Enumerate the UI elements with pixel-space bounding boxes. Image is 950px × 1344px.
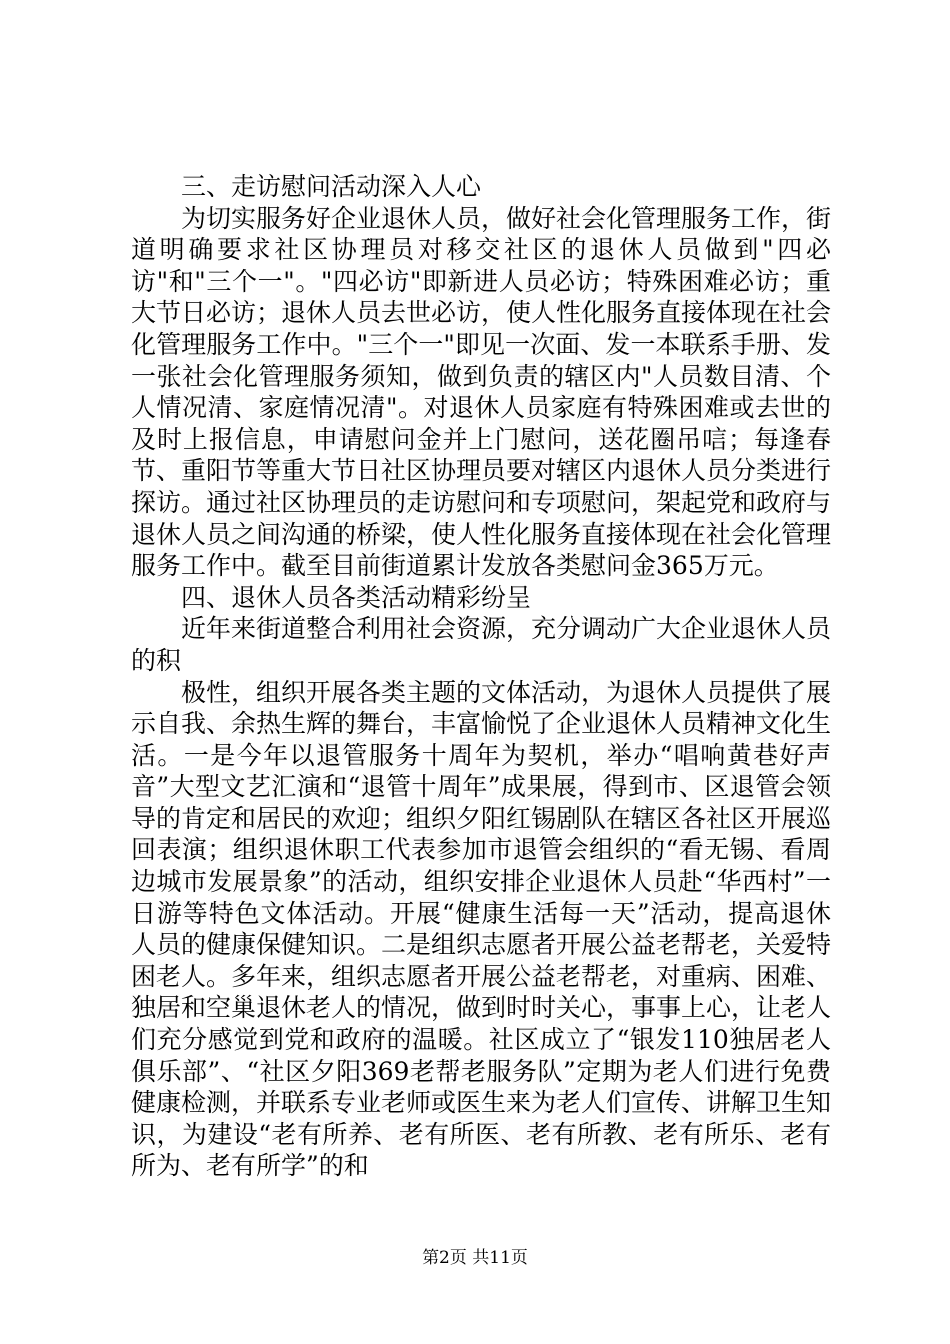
paragraph-activities-intro: 近年来街道整合利用社会资源，充分调动广大企业退休人员的积 [131, 614, 832, 675]
section-heading-3: 三、走访慰问活动深入人心 [181, 172, 482, 201]
paragraph-visits: 为切实服务好企业退休人员，做好社会化管理服务工作，街道明确要求社区协理员对移交社区的退休人员做到"四必访"和"三个一"。"四必访"即新进人员必访；特殊困难必访；重大节日必访；退休人员去世必访，使人性化服务直接体现在社会化管理服务工作中。"三个一"即见一次面、发一本联系手册、发一张社会化管理服务须知，做到负责的辖区内"人员数目清、个人情况清、家庭情况清"。对退休人员家庭有特殊困难或去世的及时上报信息，申请慰问金并上门慰问，送花圈吊唁；每逢春节、重阳节等重大节日社区协理员要对辖区内退休人员分类进行探访。通过社区协理员的走访慰问和专项慰问，架起党和政府与退休人员之间沟通的桥梁，使人性化服务直接体现在社会化管理服务工作中。截至目前街道累计发放各类慰问金365万元。 [131, 203, 832, 581]
paragraph-activities: 极性，组织开展各类主题的文体活动，为退休人员提供了展示自我、余热生辉的舞台，丰富愉悦了企业退休人员精神文化生活。一是今年以退管服务十周年为契机，举办“唱响黄巷好声音”大型文艺汇演和“退管十周年”成果展，得到市、区退管会领导的肯定和居民的欢迎；组织夕阳红锡剧队在辖区各社区开展巡回表演；组织退休职工代表参加市退管会组织的“看无锡、看周边城市发展景象”的活动，组织安排企业退休人员赴“华西村”一日游等特色文体活动。开展“健康生活每一天”活动，提高退休人员的健康保健知识。二是组织志愿者开展公益老帮老，关爱特困老人。多年来，组织志愿者开展公益老帮老，对重病、困难、独居和空巢退休老人的情况，做到时时关心，事事上心，让老人们充分感觉到党和政府的温暖。社区成立了“银发110独居老人俱乐部”、“社区夕阳369老帮老服务队”定期为老人们进行免费健康检测，并联系专业老师或医生来为老人们宣传、讲解卫生知识，为建设“老有所养、老有所医、老有所教、老有所乐、老有所为、老有所学”的和 [131, 677, 832, 1181]
section-heading-4: 四、退休人员各类活动精彩纷呈 [181, 582, 532, 612]
document-body [131, 171, 831, 1182]
page-number-footer: 第2页 共11页 [422, 1248, 528, 1268]
